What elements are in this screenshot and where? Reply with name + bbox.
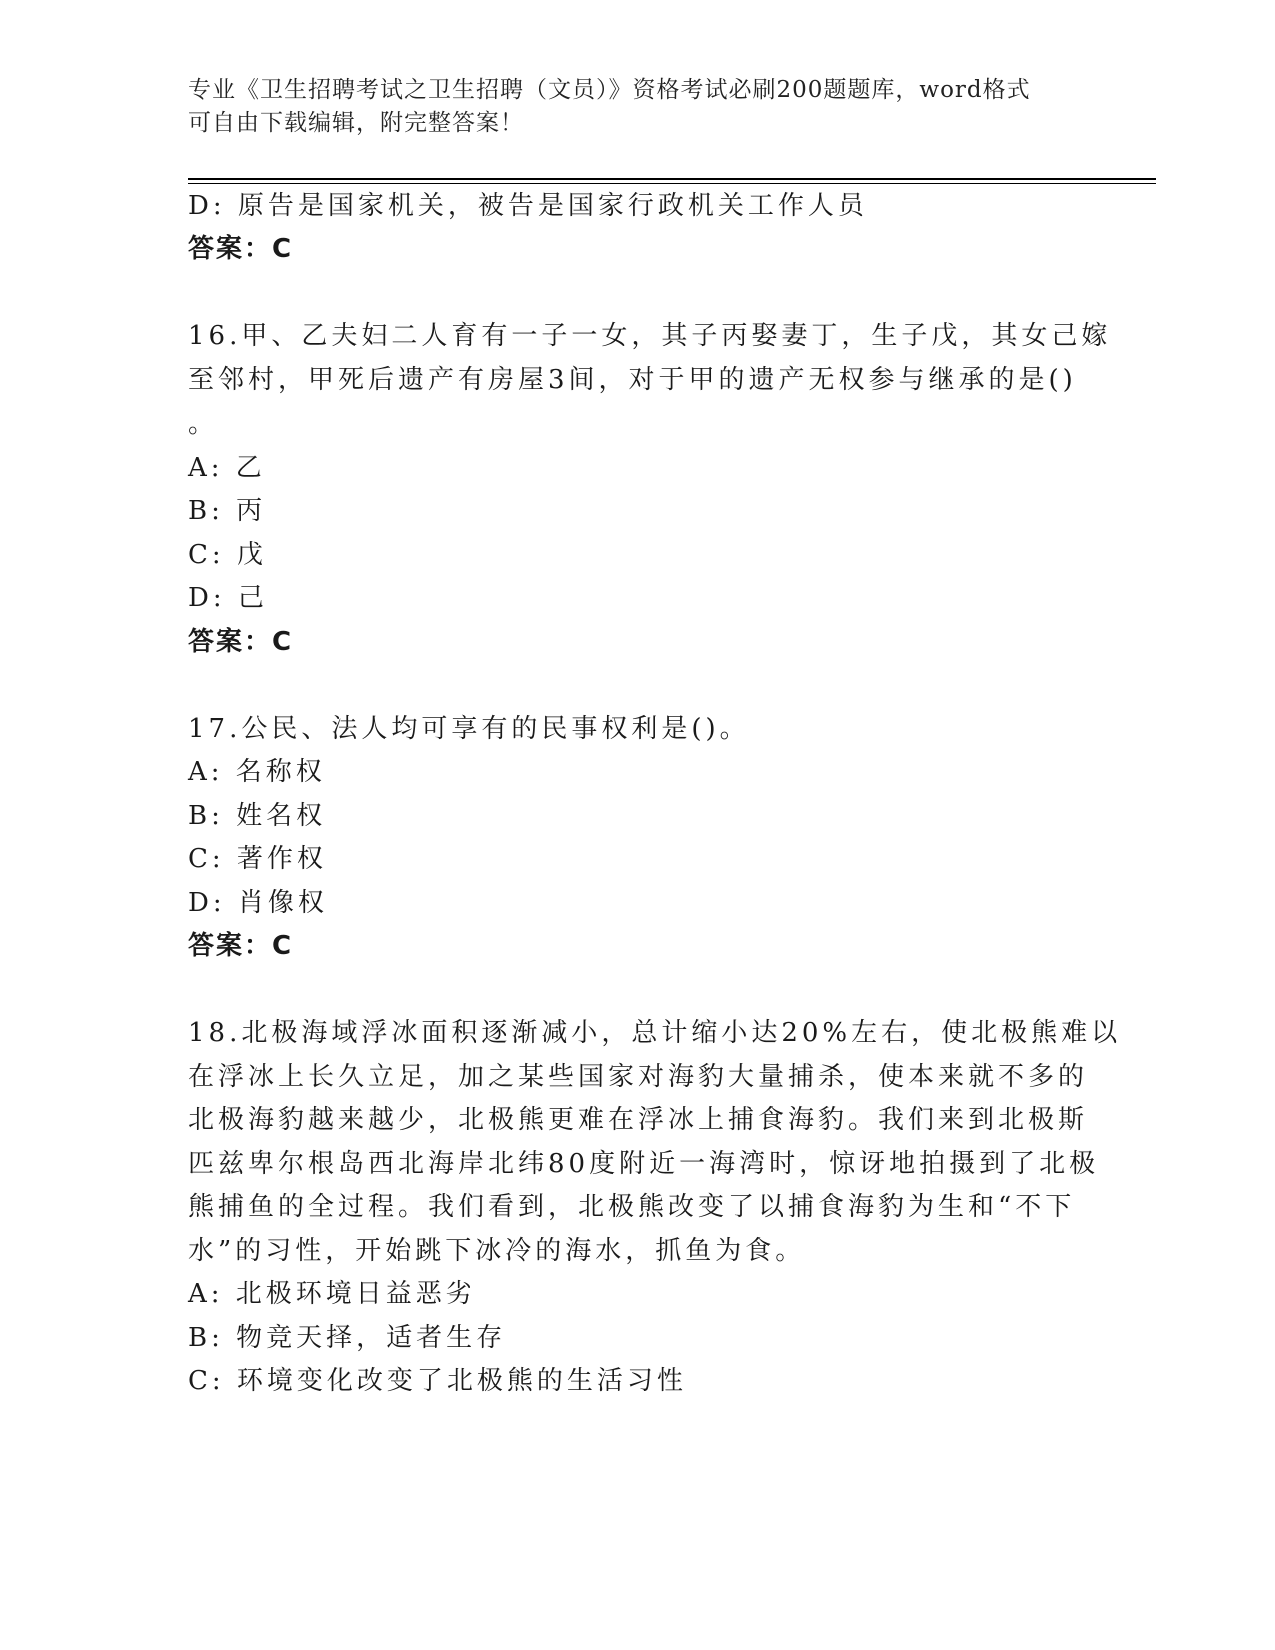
q15-answer: 答案：C <box>188 234 294 264</box>
q17-option-d: D: 肖像权 <box>188 888 328 918</box>
q18-stem-line-6: 水”的习性，开始跳下冰冷的海水，抓鱼为食。 <box>188 1236 806 1266</box>
q17-option-b: B: 姓名权 <box>188 801 327 831</box>
q16-answer: 答案：C <box>188 627 294 657</box>
q18-stem-line-4: 匹兹卑尔根岛西北海岸北纬80度附近一海湾时，惊讶地拍摄到了北极 <box>188 1149 1100 1179</box>
q16-option-b: B: 丙 <box>188 496 267 526</box>
q18-option-a: A: 北极环境日益恶劣 <box>188 1279 476 1309</box>
q18-option-b: B: 物竞天择，适者生存 <box>188 1323 507 1353</box>
q16-option-c: C: 戊 <box>188 540 267 570</box>
q17-option-c: C: 著作权 <box>188 844 327 874</box>
q18-stem-line-3: 北极海豹越来越少，北极熊更难在浮冰上捕食海豹。我们来到北极斯 <box>188 1105 1089 1135</box>
q16-stem-line-3: 。 <box>188 409 219 439</box>
q18-stem-line-1: 18.北极海域浮冰面积逐渐减小，总计缩小达20%左右，使北极熊难以 <box>188 1018 1122 1048</box>
q17-stem: 17.公民、法人均可享有的民事权利是()。 <box>188 714 750 744</box>
q16-stem-line-1: 16.甲、乙夫妇二人育有一子一女，其子丙娶妻丁，生子戊，其女己嫁 <box>188 321 1112 351</box>
header-divider-thin <box>188 183 1156 184</box>
document-header <box>188 74 1088 140</box>
q18-option-c: C: 环境变化改变了北极熊的生活习性 <box>188 1366 687 1396</box>
q15-option-d: D: 原告是国家机关，被告是国家行政机关工作人员 <box>188 191 868 221</box>
q16-option-a: A: 乙 <box>188 453 266 483</box>
q16-stem-line-2: 至邻村，甲死后遗产有房屋3间，对于甲的遗产无权参与继承的是() <box>188 365 1077 395</box>
q18-stem-line-5: 熊捕鱼的全过程。我们看到，北极熊改变了以捕食海豹为生和“不下 <box>188 1192 1076 1222</box>
q17-answer: 答案：C <box>188 931 294 961</box>
q17-option-a: A: 名称权 <box>188 757 326 787</box>
header-line-1: 专业《卫生招聘考试之卫生招聘（文员）》资格考试必刷200题题库，word格式 <box>188 77 1031 103</box>
q16-option-d: D: 己 <box>188 583 268 613</box>
header-line-2: 可自由下载编辑，附完整答案！ <box>188 110 524 136</box>
header-divider-thick <box>188 178 1156 180</box>
q18-stem-line-2: 在浮冰上长久立足，加之某些国家对海豹大量捕杀，使本来就不多的 <box>188 1062 1089 1092</box>
